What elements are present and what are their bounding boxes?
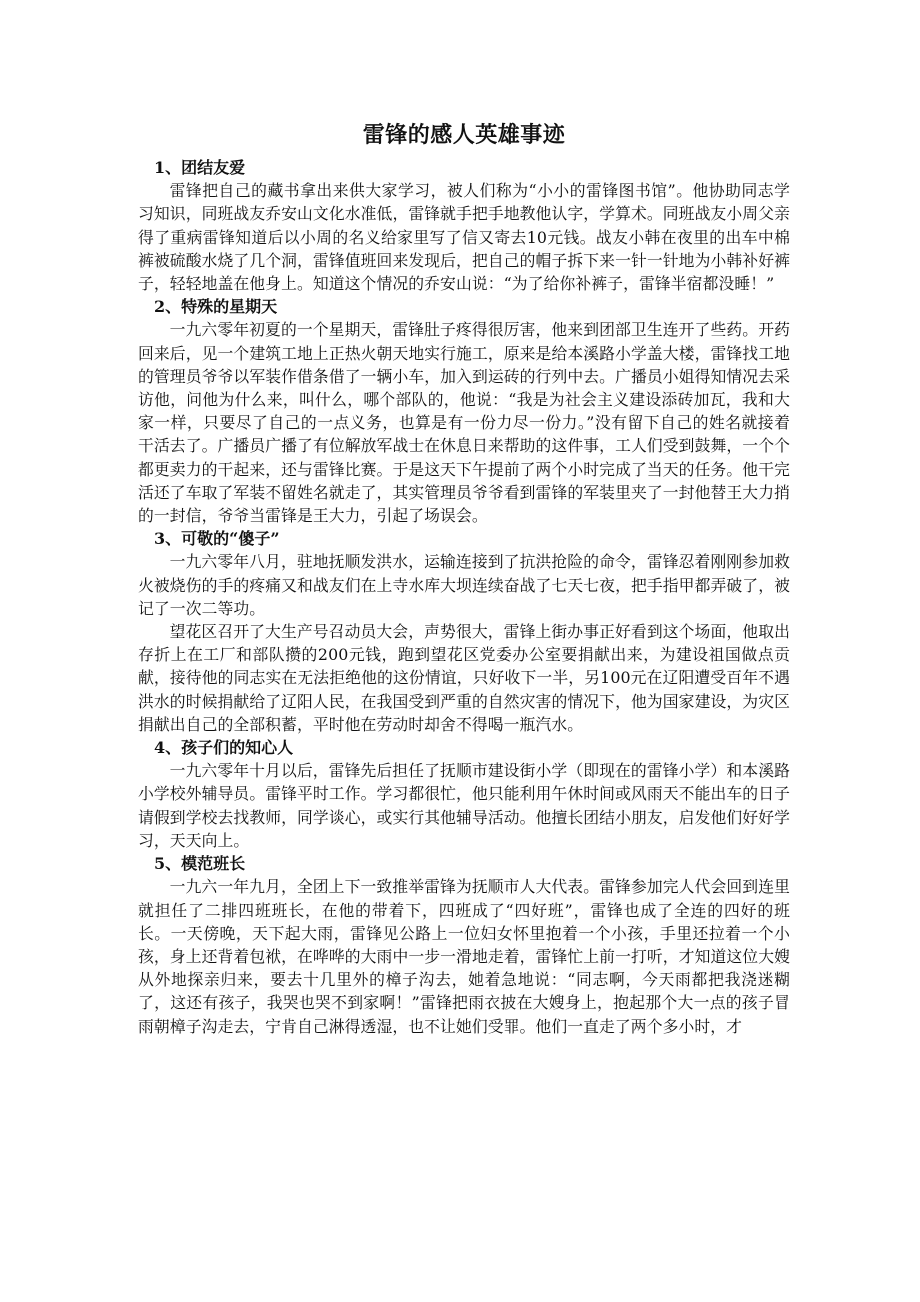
- section-heading: 4、孩子们的知心人: [154, 738, 294, 758]
- document-page: [138, 118, 790, 1038]
- section-paragraph: 雷锋把自己的藏书拿出来供大家学习，被人们称为“小小的雷锋图书馆”。他协助同志学习知识，同班战友乔安山文化水准低，雷锋就手把手地教他认字，学算术。同班战友小周父亲得了重病雷锋知道后以小周的名义给家里写了信又寄去10元钱。战友小韩在夜里的出车中棉裤被硫酸水烧了几个洞，雷锋值班回来发现后，把自己的帽子拆下来一针一针地为小韩补好裤子，轻轻地盖在他身上。知道这个情况的乔安山说：“为了给你补裤子，雷锋半宿都没睡！”: [138, 181, 790, 294]
- section-4: [138, 736, 790, 852]
- section-paragraph: 一九六一年九月，全团上下一致推举雷锋为抚顺市人大代表。雷锋参加完人代会回到连里就担任了二排四班班长，在他的带着下，四班成了“四好班”，雷锋也成了全连的四好的班长。一天傍晚，天下起大雨，雷锋见公路上一位妇女怀里抱着一个小孩，手里还拉着一个小孩，身上还背着包袱，在哗哗的大雨中一步一滑地走着，雷锋忙上前一打听，才知道这位大嫂从外地探亲归来，要去十几里外的樟子沟去，她着急地说：“同志啊，今天雨都把我浇迷糊了，这还有孩子，我哭也哭不到家啊！”雷锋把雨衣披在大嫂身上，抱起那个大一点的孩子冒雨朝樟子沟走去，宁肯自己淋得透湿，也不让她们受罪。他们一直走了两个多小时，才: [138, 877, 790, 1036]
- section-2: [138, 295, 790, 527]
- section-heading: 5、模范班长: [154, 854, 246, 874]
- section-paragraph: 一九六零年初夏的一个星期天，雷锋肚子疼得很厉害，他来到团部卫生连开了些药。开药回来后，见一个建筑工地上正热火朝天地实行施工，原来是给本溪路小学盖大楼，雷锋找工地的管理员爷爷以军装作借条借了一辆小车，加入到运砖的行列中去。广播员小姐得知情况去采访他，问他为什么来，叫什么，哪个部队的，他说：“我是为社会主义建设添砖加瓦，我和大家一样，只要尽了自己的一点义务，也算是有一份力尽一份力。”没有留下自己的姓名就接着干活去了。广播员广播了有位解放军战士在休息日来帮助的这件事，工人们受到鼓舞，一个个都更卖力的干起来，还与雷锋比赛。于是这天下午提前了两个小时完成了当天的任务。他干完活还了车取了军装不留姓名就走了，其实管理员爷爷看到雷锋的军装里夹了一封他替王大力捎的一封信，爷爷当雷锋是王大力，引起了场误会。: [138, 320, 790, 526]
- section-heading: 1、团结友爱: [154, 158, 246, 177]
- section-heading: 2、特殊的星期天: [154, 297, 278, 317]
- section-1: [138, 156, 790, 295]
- section-paragraph: 望花区召开了大生产号召动员大会，声势很大，雷锋上街办事正好看到这个场面，他取出存折上在工厂和部队攒的200元钱，跑到望花区党委办公室要捐献出来，为建设祖国做点贡献，接待他的同志实在无法拒绝他的这份情谊，只好收下一半，另100元在辽阳遭受百年不遇洪水的时候捐献给了辽阳人民，在我国受到严重的自然灾害的情况下，他为国家建设，为灾区捐献出自己的全部积蓄，平时他在劳动时却舍不得喝一瓶汽水。: [138, 622, 790, 734]
- section-5: [138, 852, 790, 1038]
- section-paragraph: 一九六零年十月以后，雷锋先后担任了抚顺市建设街小学（即现在的雷锋小学）和本溪路小学校外辅导员。雷锋平时工作。学习都很忙，他只能利用午休时间或风雨天不能出车的日子请假到学校去找教师，同学谈心，或实行其他辅导活动。他擅长团结小朋友，启发他们好好学习，天天向上。: [138, 761, 790, 850]
- section-paragraph: 一九六零年八月，驻地抚顺发洪水，运输连接到了抗洪抢险的命令，雷锋忍着刚刚参加救火被烧伤的手的疼痛又和战友们在上寺水库大坝连续奋战了七天七夜，把手指甲都弄破了，被记了一次二等功。: [138, 552, 790, 618]
- section-heading: 3、可敬的“傻子”: [154, 529, 280, 549]
- document-title: 雷锋的感人英雄事迹: [362, 122, 566, 148]
- section-3: [138, 527, 790, 736]
